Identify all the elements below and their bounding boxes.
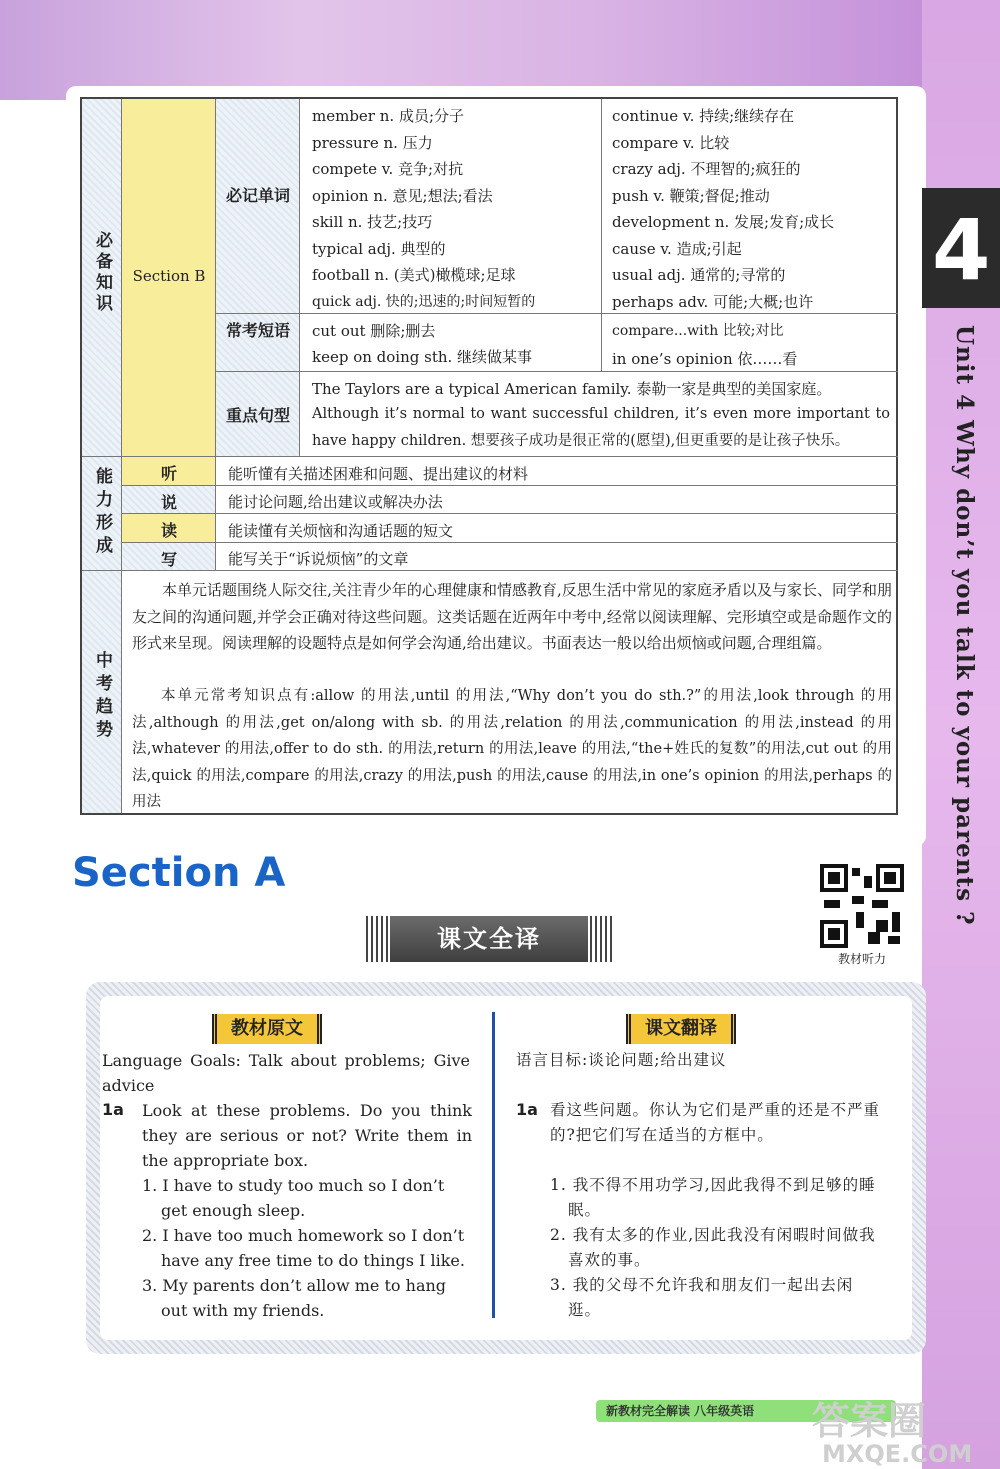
original-text-tag: 教材原文	[212, 1014, 322, 1044]
instruction-text: Look at these problems. Do you think they are serious or not? Write them in the appropriate box.	[142, 1101, 472, 1170]
footer-bar: 新教材完全解读 八年级英语	[596, 1400, 896, 1422]
skill-listen: 听	[160, 464, 177, 483]
skill-speak: 说	[160, 493, 177, 512]
translation-banner: 课文全译	[390, 916, 588, 962]
trend-paragraph-1: 本单元话题围绕人际交往,关注青少年的心理健康和情感教育,反思生活中常见的家庭矛盾以及与家长、同学和朋友之间的沟通问题,并学会正确对待这些问题。这类话题在近两年中考中,经常以阅读理解、完形填空或是命题作文的形式来呈现。阅读理解的设题特点是如何学会沟通,给出建议。书面表达一般以给出烦恼或问题,合理组篇。	[132, 581, 892, 652]
word-right: usual adj. 通常的;寻常的	[612, 266, 786, 284]
word-left: skill n. 技艺;技巧	[312, 213, 433, 231]
phrase-right: compare...with 比较;对比	[612, 323, 784, 339]
phrase-left: cut out 删除;删去	[312, 322, 436, 340]
word-right: development n. 发展;发育;成长	[612, 213, 835, 231]
phrases-label: 常考短语	[225, 321, 290, 340]
unit-number: 4	[932, 201, 991, 299]
word-left: member n. 成员;分子	[312, 107, 464, 125]
language-goals-cn: 语言目标:谈论问题;给出建议	[516, 1051, 727, 1069]
section-b-label: Section B	[132, 267, 206, 285]
word-left: compete v. 竞争;对抗	[312, 160, 464, 178]
item-number: 1a	[102, 1100, 124, 1119]
instruction-text-cn: 看这些问题。你认为它们是严重的还是不严重的?把它们写在适当的方框中。	[550, 1101, 881, 1144]
banner-bars-left	[366, 916, 388, 962]
phrase-right: in one’s opinion 依……看	[612, 350, 798, 368]
item-number-cn: 1a	[516, 1100, 538, 1119]
language-goals: Language Goals: Talk about problems; Give advice	[102, 1051, 470, 1095]
phrase-left: keep on doing sth. 继续做某事	[312, 348, 533, 366]
qr-code[interactable]	[820, 864, 904, 948]
banner-bars-right	[590, 916, 612, 962]
words-label: 必记单词	[225, 186, 290, 205]
knowledge-table	[80, 97, 898, 815]
trend-paragraph-2: 本单元常考知识点有:allow 的用法,until 的用法,“Why don’t you do sth.?”的用法,look through 的用法,although 的用法,get on/along with sb. 的用法,relation 的用法,communication 的用法,instead 的用法,whatever 的用法,offer to do sth. 的用法,return 的用法,leave 的用法,“the+姓氏的复数”的用法,cut out 的用法,quick 的用法,compare 的用法,crazy 的用法,push 的用法,cause 的用法,in one’s opinion 的用法,perhaps 的用法	[132, 688, 892, 810]
word-right: compare v. 比较	[612, 134, 730, 152]
ability-label: 能力形成	[92, 467, 112, 559]
top-decor-band	[0, 0, 1000, 100]
word-right: cause v. 造成;引起	[612, 240, 742, 258]
column-divider	[492, 1012, 495, 1318]
problem-item: 2. I have too much homework so I don’t have any free time to do things I like.	[142, 1226, 465, 1270]
word-left: quick adj. 快的;迅速的;时间短暂的	[312, 294, 536, 310]
main-label: 必备知识	[92, 231, 112, 315]
skill-desc: 能讨论问题,给出建议或解决办法	[228, 493, 443, 511]
key-sentence: Although it’s normal to want successful children, it’s even more important to have happy children. 想要孩子成功是很正常的(愿望),但更重要的是让孩子快乐。	[312, 406, 890, 449]
trend-label: 中考趋势	[92, 651, 112, 743]
skill-desc: 能写关于“诉说烦恼”的文章	[228, 550, 409, 568]
skill-write: 写	[160, 550, 177, 569]
translation-tag: 课文翻译	[626, 1014, 736, 1044]
qr-label: 教材听力	[837, 952, 886, 966]
watermark-url: MXQE.COM	[822, 1440, 973, 1468]
key-sentence: The Taylors are a typical American family. 泰勒一家是典型的美国家庭。	[312, 380, 832, 398]
sentences-label: 重点句型	[225, 406, 290, 425]
skill-desc: 能读懂有关烦恼和沟通话题的短文	[228, 522, 454, 540]
watermark-logo: 答案圈	[812, 1399, 927, 1443]
word-right: continue v. 持续;继续存在	[612, 107, 795, 125]
word-left: football n. (美式)橄榄球;足球	[312, 266, 516, 284]
problem-item-cn: 3. 我的父母不允许我和朋友们一起出去闲逛。	[550, 1276, 854, 1319]
skill-read: 读	[160, 521, 177, 540]
section-a-title: Section A	[72, 850, 286, 896]
skill-desc: 能听懂有关描述困难和问题、提出建议的材料	[228, 465, 529, 483]
word-right: perhaps adv. 可能;大概;也许	[612, 293, 814, 311]
unit-title: Unit 4 Why don’t you talk to your parents ?	[951, 325, 978, 926]
problem-item: 1. I have to study too much so I don’t get enough sleep.	[142, 1176, 445, 1220]
problem-item-cn: 1. 我不得不用功学习,因此我得不到足够的睡眠。	[550, 1176, 876, 1219]
word-left: opinion n. 意见;想法;看法	[312, 187, 493, 205]
problem-item-cn: 2. 我有太多的作业,因此我没有闲暇时间做我喜欢的事。	[550, 1226, 876, 1269]
word-left: typical adj. 典型的	[312, 240, 446, 258]
word-left: pressure n. 压力	[312, 134, 433, 152]
problem-item: 3. My parents don’t allow me to hang out with my friends.	[142, 1276, 447, 1320]
word-right: crazy adj. 不理智的;疯狂的	[612, 160, 801, 178]
word-right: push v. 鞭策;督促;推动	[612, 187, 770, 205]
